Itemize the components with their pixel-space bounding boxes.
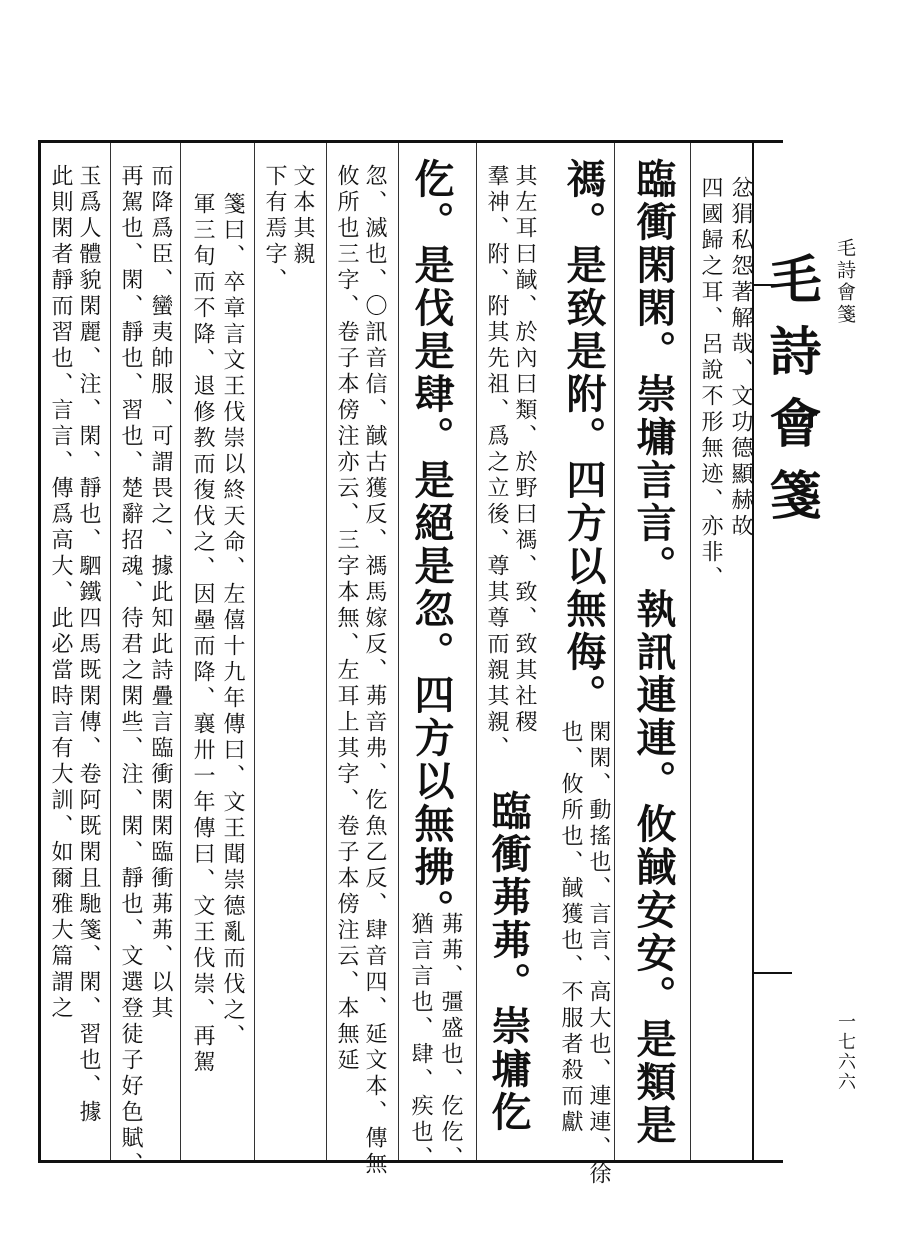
verse-column: 仡。是伐是肆。是絕是忽。四方以無拂。 [408, 158, 455, 932]
text-column: 四國歸之耳、呂說不形無迹、亦非、 [698, 176, 723, 592]
text-column: 軍三旬而不降、退修教而復伐之、因壘而降、襄卅一年傳曰、文王伐崇、再駕 [190, 192, 215, 1076]
text-column: 再駕也、閑、靜也、習也、楚辭招魂、待君之閑些、注、閑、靜也、文選登徒子好色賦、 [118, 164, 143, 1178]
column-divider [254, 143, 255, 1160]
frame-top-rule [38, 140, 783, 143]
text-column: 羣神、附、附其先祖、爲之立後、尊其尊而親其親、 [484, 164, 509, 762]
text-column: 文本其親 [290, 164, 315, 268]
text-column: 攸所也三字、卷子本傍注亦云、三字本無、左耳上其字、卷子本傍注云、本無延 [334, 164, 359, 1074]
column-divider [476, 143, 477, 1160]
header-bottom-rule [752, 972, 792, 974]
column-divider [110, 143, 111, 1160]
text-column: 而降爲臣、蠻夷帥服、可謂畏之、據此知此詩疊言臨衝閑閑臨衝茀茀、以其 [148, 164, 173, 1022]
page-number: 一七六六 [835, 1012, 856, 1092]
verse-column: 臨衝茀茀。崇墉仡 [485, 790, 532, 1134]
frame-left-rule [38, 140, 41, 1163]
verse-column: 禡。是致是附。四方以無侮。 [560, 158, 607, 717]
column-divider [398, 143, 399, 1160]
text-column: 忿狷私怨著解哉、文功德顯赫故 [728, 176, 753, 540]
text-column: 茀茀、彊盛也、仡仡、 [438, 912, 463, 1172]
column-divider [614, 143, 615, 1160]
text-column: 玉爲人體貌閑麗、注、閑、靜也、駟鐵四馬既閑傳、卷阿既閑且馳箋、閑、習也、據 [76, 164, 101, 1126]
column-divider [690, 143, 691, 1160]
text-column: 也、攸所也、馘獲也、不服者殺而獻 [558, 720, 583, 1136]
text-column: 猶言言也、肆、疾也、 [408, 912, 433, 1172]
text-column: 忽、滅也、〇訊音信、馘古獲反、禡馬嫁反、茀音弗、仡魚乙反、肆音四、延文本、傳無 [362, 164, 387, 1178]
header-banner-text: 毛詩會箋 [760, 252, 821, 540]
text-column: 下有焉字、 [262, 164, 287, 294]
verse-column: 臨衝閑閑。崇墉言言。執訊連連。攸馘安安。是類是 [630, 158, 677, 1147]
header-banner [752, 252, 821, 572]
book-title: 毛詩會箋 [834, 238, 856, 326]
column-divider [180, 143, 181, 1160]
text-column: 其左耳曰馘、於內曰類、於野曰禡、致、致其社稷 [512, 164, 537, 736]
text-column: 箋曰、卒章言文王伐崇以終天命、左僖十九年傳曰、文王聞崇德亂而伐之、 [220, 192, 245, 1050]
column-divider [326, 143, 327, 1160]
text-column: 閑閑、動搖也、言言、高大也、連連、徐 [586, 720, 611, 1188]
text-column: 此則閑者靜而習也、言言、傳爲高大、此必當時言有大訓、如爾雅大篇謂之 [48, 164, 73, 1022]
